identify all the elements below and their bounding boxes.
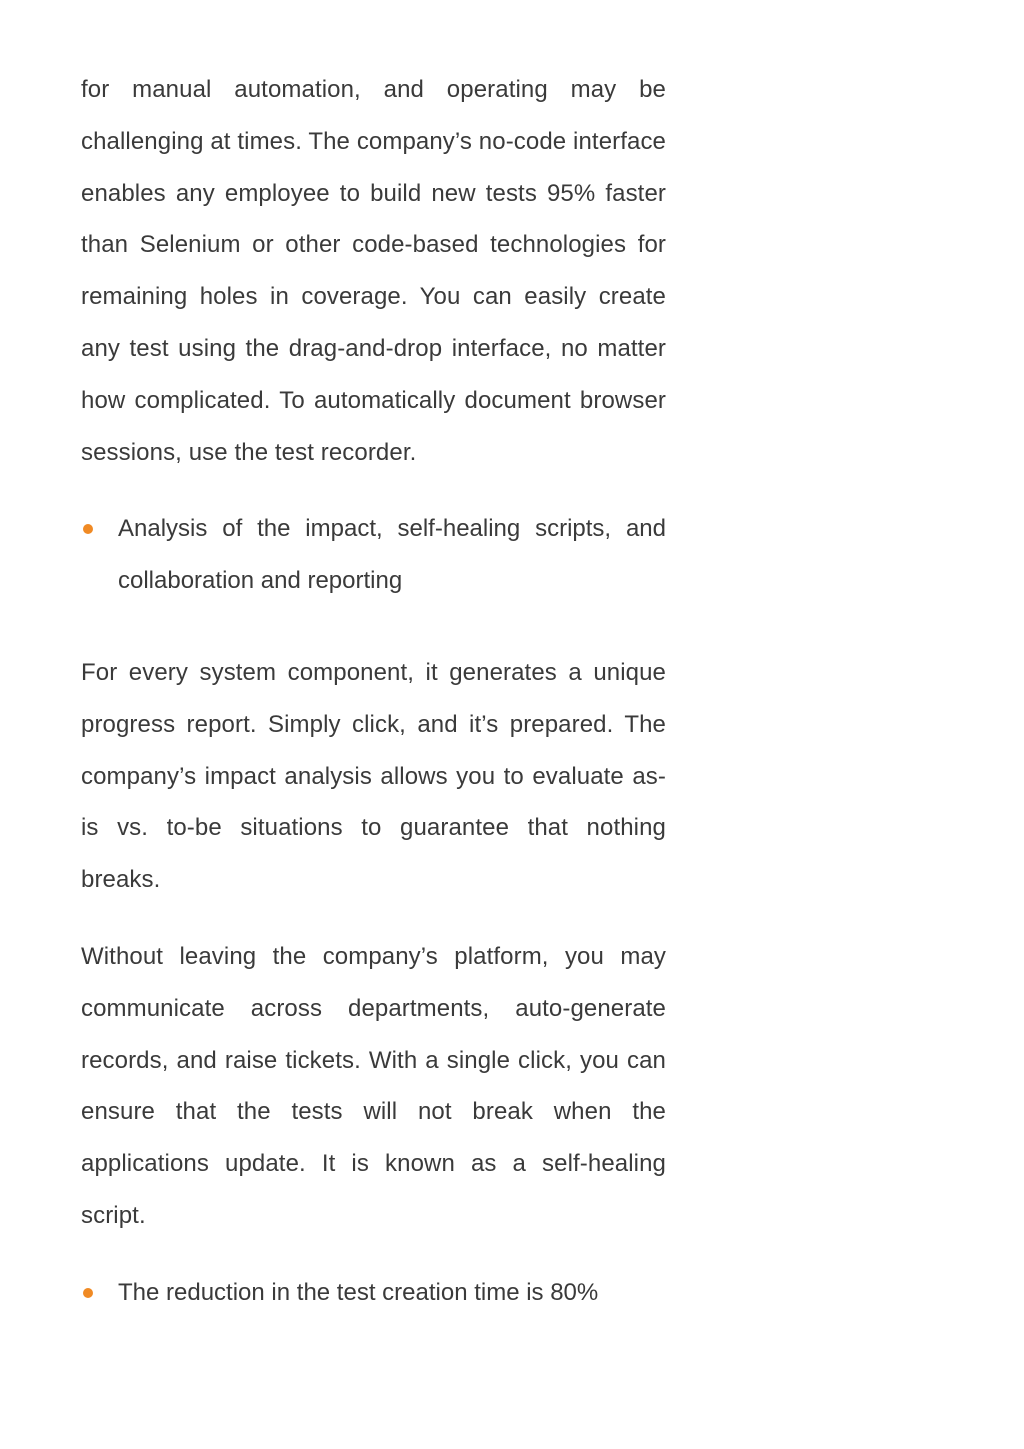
bullet-dot-icon xyxy=(83,1288,93,1298)
bullet-item xyxy=(81,1267,666,1319)
bullet-text: The reduction in the test creation time is 80% xyxy=(118,1278,599,1306)
article-body xyxy=(81,64,666,1319)
spacer xyxy=(81,1242,666,1267)
paragraph-progress-report: For every system component, it generates a unique progress report. Simply click, and it’s prepared. The company’s impact analysis allows you to evaluate as-is vs. to-be situations to guarantee that nothing breaks. xyxy=(81,658,666,894)
paragraph-intro: for manual automation, and operating may be challenging at times. The company’s no-code interface enables any employee to build new tests 95% faster than Selenium or other code-based technologies for remaining holes in coverage. You can easily create any test using the drag-and-drop interface, no matter how complicated. To automatically document browser sessions, use the test recorder. xyxy=(81,76,666,466)
paragraph-self-healing: Without leaving the company’s platform, you may communicate across departments, auto-generate records, and raise tickets. With a single click, you can ensure that the tests will not break when the applications update. It is known as a self-healing script. xyxy=(81,942,666,1229)
bullet-dot-icon xyxy=(83,524,93,534)
bullet-text: Analysis of the impact, self-healing scripts, and collaboration and reporting xyxy=(118,515,666,595)
spacer xyxy=(81,906,666,931)
bullet-item xyxy=(81,503,666,607)
spacer xyxy=(81,607,666,647)
spacer xyxy=(81,478,666,503)
